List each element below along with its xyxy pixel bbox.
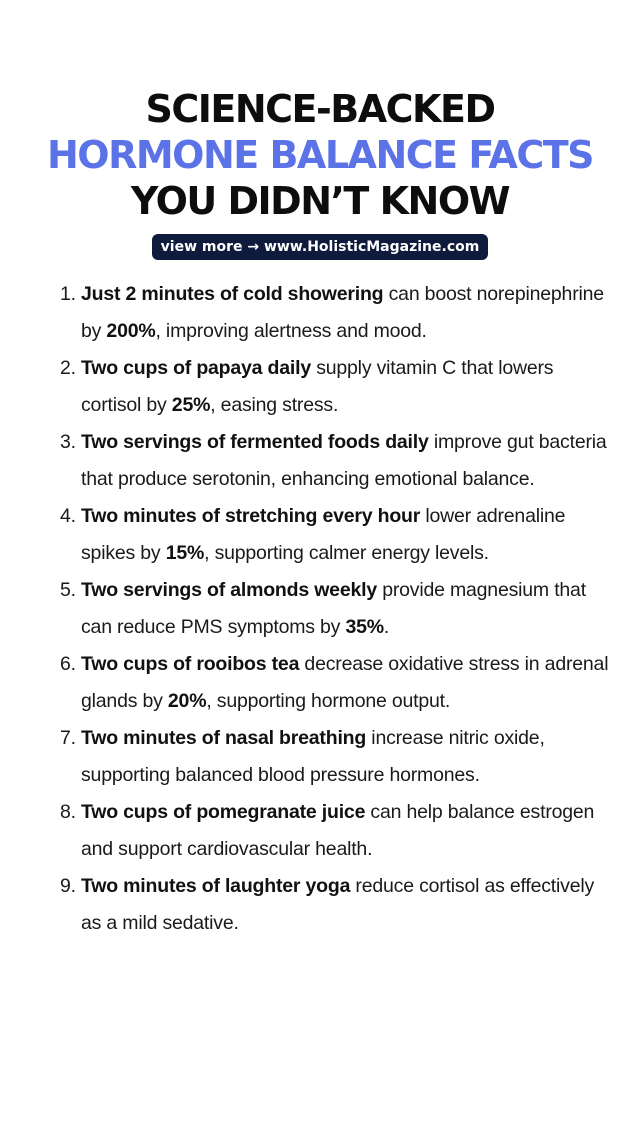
fact-highlight: Two cups of rooibos tea [81, 653, 300, 675]
title-line-1: SCIENCE-BACKED [145, 87, 495, 131]
fact-highlight: Two minutes of laughter yoga [81, 875, 351, 897]
list-item [60, 794, 610, 868]
fact-text: improve gut bacteria that produce serotonin, enhancing emotional balance. [81, 431, 607, 490]
list-item [60, 868, 610, 942]
fact-text: , supporting calmer energy levels. [204, 542, 489, 564]
fact-highlight: Two minutes of nasal breathing [81, 727, 367, 749]
fact-text: , supporting hormone output. [206, 690, 451, 712]
list-item-number: 1. [60, 283, 76, 305]
fact-highlight: Two cups of pomegranate juice [81, 801, 366, 823]
fact-text: can help balance estrogen and support cardiovascular health. [81, 801, 595, 860]
fact-text: , improving alertness and mood. [155, 320, 427, 342]
list-item-number: 2. [60, 357, 76, 379]
list-item [60, 498, 610, 572]
fact-highlight: 35% [345, 616, 384, 638]
fact-text: decrease oxidative stress in adrenal glands by [81, 653, 609, 712]
list-item [60, 646, 610, 720]
fact-highlight: 15% [165, 542, 205, 564]
list-item [60, 350, 610, 424]
facts-list [60, 276, 610, 942]
list-item-number: 9. [60, 875, 76, 897]
fact-highlight: Two cups of papaya daily [81, 357, 311, 379]
fact-highlight: Two servings of almonds weekly [81, 579, 377, 601]
header [0, 86, 640, 260]
fact-highlight: Just 2 minutes of cold showering [81, 283, 384, 305]
fact-text: supply vitamin C that lowers cortisol by [81, 357, 554, 416]
fact-highlight: 200% [106, 320, 156, 342]
fact-text: reduce cortisol as effectively as a mild sedative. [81, 875, 595, 934]
fact-text: increase nitric oxide, supporting balanced blood pressure hormones. [81, 727, 545, 786]
fact-text: lower adrenaline spikes by [81, 505, 566, 564]
fact-text: . [383, 616, 390, 638]
list-item-number: 5. [60, 579, 76, 601]
fact-highlight: 25% [171, 394, 211, 416]
list-item [60, 720, 610, 794]
list-item [60, 424, 610, 498]
list-item-number: 3. [60, 431, 76, 453]
fact-text: , easing stress. [210, 394, 339, 416]
list-item [60, 276, 610, 350]
title-line-2: HORMONE BALANCE FACTS [46, 133, 594, 177]
list-item-number: 7. [60, 727, 76, 749]
list-item [60, 572, 610, 646]
view-more-link[interactable]: view more → www.HolisticMagazine.com [152, 234, 489, 260]
fact-highlight: 20% [167, 690, 207, 712]
fact-highlight: Two servings of fermented foods daily [81, 431, 429, 453]
title-line-3: YOU DIDN’T KNOW [130, 179, 510, 223]
fact-text: provide magnesium that can reduce PMS symptoms by [81, 579, 586, 638]
list-item-number: 8. [60, 801, 76, 823]
fact-text: can boost norepinephrine by [81, 283, 604, 342]
list-item-number: 6. [60, 653, 76, 675]
fact-highlight: Two minutes of stretching every hour [81, 505, 421, 527]
list-item-number: 4. [60, 505, 76, 527]
